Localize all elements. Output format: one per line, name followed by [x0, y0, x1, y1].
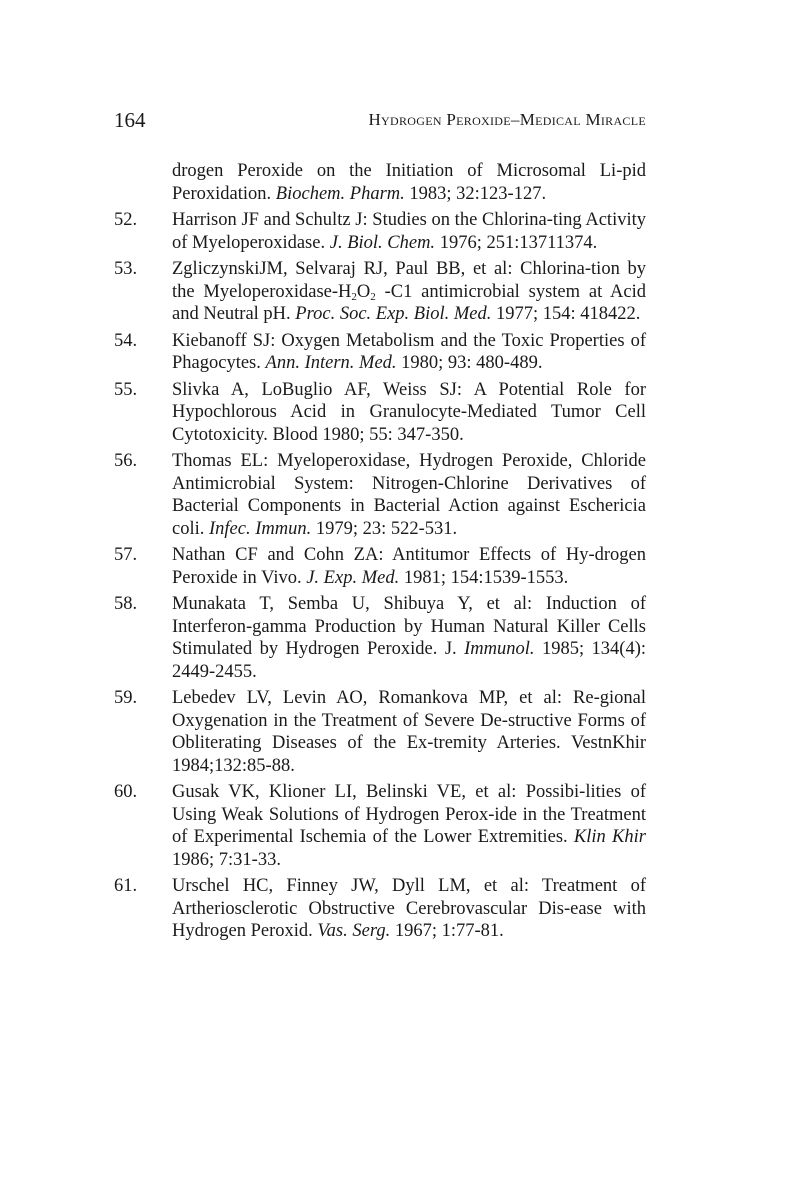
journal-title: Proc. Soc. Exp. Biol. Med.	[295, 304, 492, 324]
reference-list	[114, 160, 646, 947]
reference-text	[172, 593, 646, 683]
reference-number: 60.	[114, 782, 138, 802]
reference-segment: Lebedev LV, Levin AO, Romankova MP, et al: Re-gional Oxygenation in the Treatment of Severe De-structive Forms of Obliterating Diseases of the Ex-tremity Arteries. VestnKhir 1984;132:85-88.	[172, 688, 646, 776]
reference-number: 58.	[114, 594, 138, 614]
reference-item	[114, 781, 646, 871]
reference-segment: Kiebanoff SJ: Oxygen Metabolism and the Toxic Properties of Phagocytes.	[172, 330, 646, 373]
reference-segment: Munakata T, Semba U, Shibuya Y, et al: Induction of Interferon-gamma Production by Human Natural Killer Cells Stimulated by Hydrogen Peroxide. J.	[172, 594, 646, 659]
reference-segment: Harrison JF and Schultz J: Studies on the Chlorina-ting Activity of Myeloperoxidase.	[172, 210, 646, 253]
reference-item	[114, 687, 646, 777]
reference-item	[114, 544, 646, 589]
reference-text	[172, 258, 646, 326]
reference-number: 59.	[114, 688, 138, 708]
reference-text	[172, 687, 646, 777]
journal-title: J. Exp. Med.	[306, 567, 400, 588]
reference-segment: ZgliczynskiJM, Selvaraj RJ, Paul BB, et al: Chlorina-tion by the Myeloperoxidase-H	[172, 259, 646, 302]
reference-number: 53.	[114, 259, 138, 279]
journal-title: J. Biol. Chem.	[329, 232, 436, 253]
reference-segment: Slivka A, LoBuglio AF, Weiss SJ: A Potential Role for Hypochlorous Acid in Granulocyte-Mediated Tumor Cell Cytotoxicity. Blood 1980; 55: 347-350.	[172, 379, 646, 445]
reference-segment: 1980; 93: 480-489.	[396, 353, 543, 373]
journal-title: Ann. Intern. Med.	[265, 353, 397, 373]
reference-segment: 1985; 134(4): 2449-2455.	[172, 639, 646, 682]
reference-segment: 1976; 251:13711374.	[435, 232, 598, 253]
reference-segment: -C1 antimicrobial system at Acid and Neutral pH.	[172, 281, 646, 324]
journal-title: Immunol.	[464, 639, 535, 659]
reference-segment: Thomas EL: Myeloperoxidase, Hydrogen Peroxide, Chloride Antimicrobial System: Nitrogen-Chlorine Derivatives of Bacterial Components in Bacterial Action against Eschericia coli.	[172, 451, 646, 539]
reference-text	[172, 781, 646, 871]
reference-item	[114, 593, 646, 683]
page-number: 164	[114, 108, 146, 132]
journal-title: Vas. Serg.	[317, 921, 391, 941]
reference-text	[172, 379, 646, 447]
reference-segment: 1986; 7:31-33.	[172, 849, 281, 870]
reference-number: 61.	[114, 876, 138, 896]
reference-item	[114, 330, 646, 375]
reference-text	[172, 875, 646, 943]
reference-text	[172, 544, 646, 589]
journal-title: Biochem. Pharm.	[275, 183, 405, 204]
reference-item	[114, 258, 646, 326]
reference-item	[114, 875, 646, 943]
reference-item	[114, 450, 646, 540]
reference-item	[114, 379, 646, 447]
reference-number: 52.	[114, 210, 138, 230]
reference-text	[172, 450, 646, 540]
reference-segment: 1977; 154: 418422.	[491, 304, 641, 324]
reference-segment: 1983; 32:123-127.	[404, 183, 547, 204]
reference-number: 54.	[114, 330, 138, 351]
reference-segment: drogen Peroxide on the Initiation of Microsomal Li-pid Peroxidation.	[172, 161, 646, 204]
reference-segment: 1967; 1:77-81.	[390, 921, 504, 941]
reference-segment: Nathan CF and Cohn ZA: Antitumor Effects of Hy-drogen Peroxide in Vivo.	[172, 545, 646, 588]
reference-segment: Gusak VK, Klioner LI, Belinski VE, et al: Possibi-lities of Using Weak Solutions of Hydrogen Perox-ide in the Treatment of Experimental Ischemia of the Lower Extremities.	[172, 782, 646, 847]
reference-segment: O	[356, 281, 371, 302]
page-header	[114, 108, 646, 138]
reference-text	[172, 330, 646, 375]
journal-title: Klin Khir	[573, 827, 646, 847]
reference-text	[172, 160, 646, 205]
reference-segment: 1979; 23: 522-531.	[311, 518, 458, 539]
reference-number: 55.	[114, 379, 138, 400]
journal-title: Infec. Immun.	[209, 518, 312, 539]
reference-number: 57.	[114, 545, 138, 565]
reference-number: 56.	[114, 451, 138, 471]
reference-item	[114, 209, 646, 254]
subscript: 2	[370, 290, 376, 303]
reference-text	[172, 209, 646, 254]
running-title: Hydrogen Peroxide–Medical Miracle	[368, 110, 646, 129]
subscript: 2	[351, 290, 357, 303]
reference-continuation	[114, 160, 646, 205]
reference-segment: Urschel HC, Finney JW, Dyll LM, et al: Treatment of Artheriosclerotic Obstructive Cerebrovascular Dis-ease with Hydrogen Peroxid.	[172, 876, 646, 941]
reference-segment: 1981; 154:1539-1553.	[399, 567, 569, 588]
